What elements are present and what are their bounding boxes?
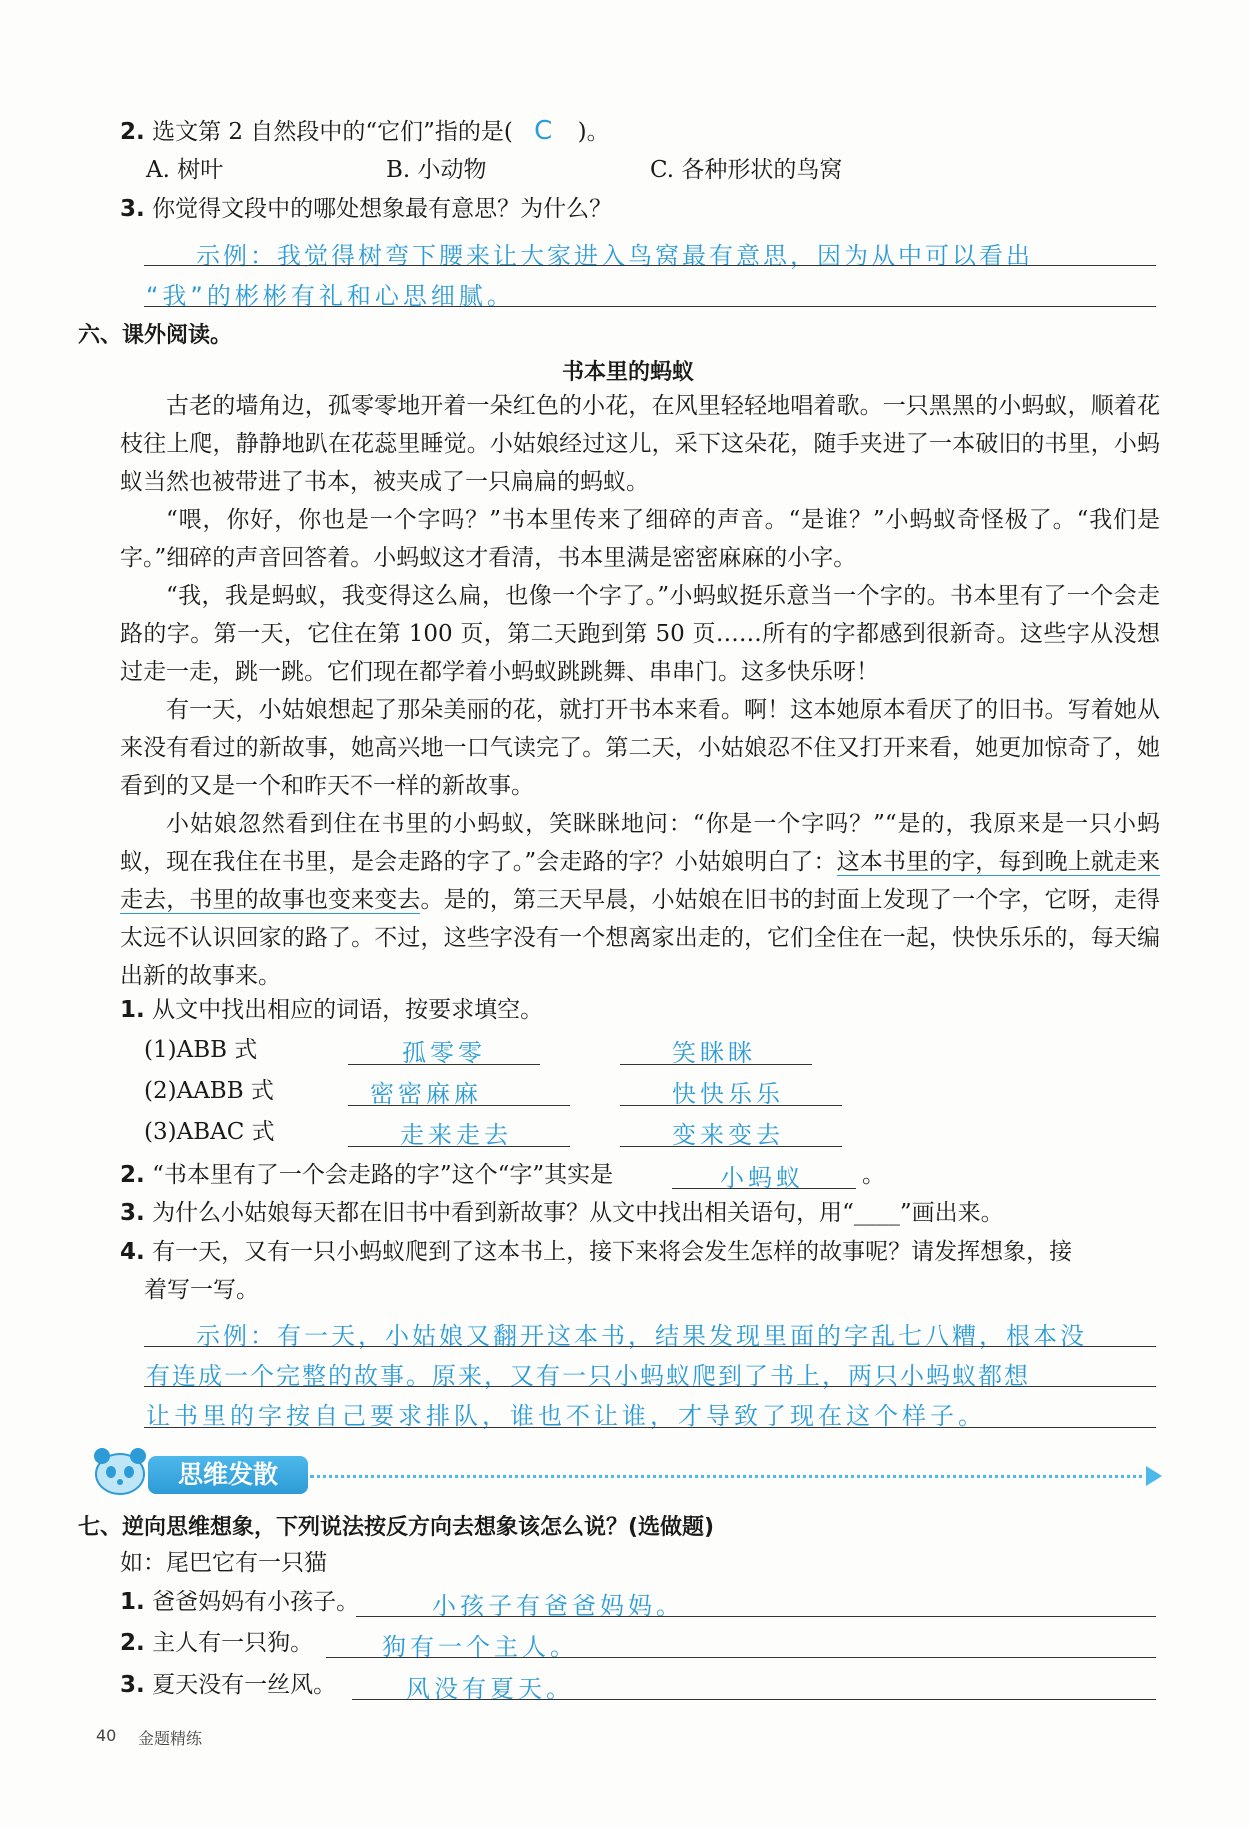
item-1-answer[interactable]: 小孩子有爸爸妈妈。 [432, 1592, 684, 1620]
fill-line [620, 1064, 812, 1065]
row-answer[interactable]: 孤零零 [402, 1039, 486, 1067]
answer-c[interactable]: C [534, 116, 557, 146]
item-1: 1. 爸爸妈妈有小孩子。 [120, 1589, 360, 1615]
q3-answer-line2[interactable]: “我”的彬彬有礼和心思细腻。 [146, 282, 515, 310]
item-2: 2. 主人有一只狗。 [120, 1630, 314, 1656]
answer-line [326, 1657, 1156, 1658]
row-answer[interactable]: 走来走去 [400, 1121, 512, 1149]
banner-label: 思维发散 [148, 1456, 308, 1494]
answer-line [144, 1427, 1156, 1428]
item-3-answer[interactable]: 风没有夏天。 [406, 1675, 574, 1703]
answer-line [352, 1699, 1156, 1700]
fill-line [348, 1105, 570, 1106]
banner-dotted-line [310, 1475, 1150, 1478]
row-answer[interactable]: 快快乐乐 [672, 1080, 784, 1108]
option-b: B. 小动物 [386, 157, 487, 183]
story-body [120, 387, 1160, 995]
q3-answer-line1[interactable]: 示例：我觉得树弯下腰来让大家进入鸟窝最有意思，因为从中可以看出 [196, 242, 1033, 270]
book-title: 金题精练 [138, 1729, 203, 1748]
option-c: C. 各种形状的鸟窝 [650, 157, 843, 183]
page-number: 40 [96, 1726, 117, 1745]
fill-line [620, 1105, 842, 1106]
paragraph-4: 有一天，小姑娘想起了那朵美丽的花，就打开书本来看。啊！这本她原本看厌了的旧书。写着她从来没有看过的新故事，她高兴地一口气读完了。第二天，小姑娘忍不住又打开来看，她更加惊奇了，她看到的又是一个和昨天不一样的新故事。 [120, 697, 1160, 799]
row-label: (1)ABB 式 [144, 1037, 258, 1063]
q4-answer-line1[interactable]: 示例：有一天，小姑娘又翻开这本书，结果发现里面的字乱七八糟，根本没 [196, 1322, 1087, 1350]
row-answer[interactable]: 笑眯眯 [672, 1039, 756, 1067]
paragraph-5: 小姑娘忽然看到住在书里的小蚂蚁，笑眯眯地问：“你是一个字吗？”“是的，我原来是一只小蚂蚁，现在我住在书里，是会走路的字了。”会走路的字？小姑娘明白了：这本书里的字，每到晚上就走来走去，书里的故事也变来变去。是的，第三天早晨，小姑娘在旧书的封面上发现了一个字，它呀，走得太远不认识回家的路了。不过，这些字没有一个想离家出走的，它们全住在一起，快快乐乐的，每天编出新的故事来。 [120, 811, 1161, 989]
fill-line [348, 1146, 570, 1147]
underlined-sentence[interactable]: 这本书里的字，每到晚上就走来走去，书里的故事也变来变去 [120, 849, 1160, 913]
arrow-right-icon [1146, 1466, 1162, 1486]
question-2b: 2. “书本里有了一个会走路的字”这个“字”其实是 [120, 1162, 614, 1188]
answer-line [144, 1346, 1156, 1347]
section-6-title: 六、课外阅读。 [78, 323, 233, 348]
question-2: 2. 选文第 2 自然段中的“它们”指的是( C )。 [120, 116, 610, 146]
answer-line [144, 1386, 1156, 1387]
fill-line [672, 1188, 856, 1189]
section-7-title: 七、逆向思维想象，下列说法按反方向去想象该怎么说？(选做题) [78, 1515, 715, 1540]
story-title: 书本里的蚂蚁 [562, 360, 695, 385]
row-answer[interactable]: 密密麻麻 [370, 1080, 482, 1108]
row-label: (2)AABB 式 [144, 1078, 274, 1104]
answer-line [144, 265, 1156, 266]
option-a: A. 树叶 [146, 157, 224, 183]
paragraph-3: “我，我是蚂蚁，我变得这么扁，也像一个字了。”小蚂蚁挺乐意当一个字的。书本里有了一个会走路的字。第一天，它住在第 100 页，第二天跑到第 50 页……所有的字都感到很新奇。这些字从没想过走一走，跳一跳。它们现在都学着小蚂蚁跳跳舞、串串门。这多快乐呀！ [120, 583, 1160, 685]
answer-line [356, 1616, 1156, 1617]
item-2-answer[interactable]: 狗有一个主人。 [382, 1633, 578, 1661]
question-4: 4. 有一天，又有一只小蚂蚁爬到了这本书上，接下来将会发生怎样的故事呢？请发挥想象，接 [120, 1239, 1073, 1265]
item-3: 3. 夏天没有一丝风。 [120, 1672, 337, 1698]
question-3b: 3. 为什么小姑娘每天都在旧书中看到新故事？从文中找出相关语句，用“____”画出来。 [120, 1200, 1004, 1226]
paragraph-1: 古老的墙角边，孤零零地开着一朵红色的小花，在风里轻轻地唱着歌。一只黑黑的小蚂蚁，顺着花枝往上爬，静静地趴在花蕊里睡觉。小姑娘经过这儿，采下这朵花，随手夹进了一本破旧的书里，小蚂蚁当然也被带进了书本，被夹成了一只扁扁的蚂蚁。 [120, 393, 1160, 495]
fill-line [620, 1146, 842, 1147]
q4-answer-line3[interactable]: 让书里的字按自己要求排队，谁也不让谁，才导致了现在这个样子。 [146, 1402, 986, 1430]
paragraph-2: “喂，你好，你也是一个字吗？”书本里传来了细碎的声音。“是谁？”小蚂蚁奇怪极了。“我们是字。”细碎的声音回答着。小蚂蚁这才看清，书本里满是密密麻麻的小字。 [120, 507, 1160, 571]
example: 如：尾巴它有一只猫 [120, 1550, 327, 1576]
q4-answer-line2[interactable]: 有连成一个完整的故事。原来，又有一只小蚂蚁爬到了书上，两只小蚂蚁都想 [146, 1362, 1030, 1390]
fill-line [348, 1064, 540, 1065]
question-1: 1. 从文中找出相应的词语，按要求填空。 [120, 997, 544, 1023]
row-answer[interactable]: 变来变去 [672, 1121, 784, 1149]
question-3: 3. 你觉得文段中的哪处想象最有意思？为什么？ [120, 196, 613, 222]
q2-answer[interactable]: 小蚂蚁 [720, 1164, 804, 1192]
answer-line [144, 306, 1156, 307]
panda-icon [88, 1440, 152, 1498]
row-label: (3)ABAC 式 [144, 1119, 275, 1145]
